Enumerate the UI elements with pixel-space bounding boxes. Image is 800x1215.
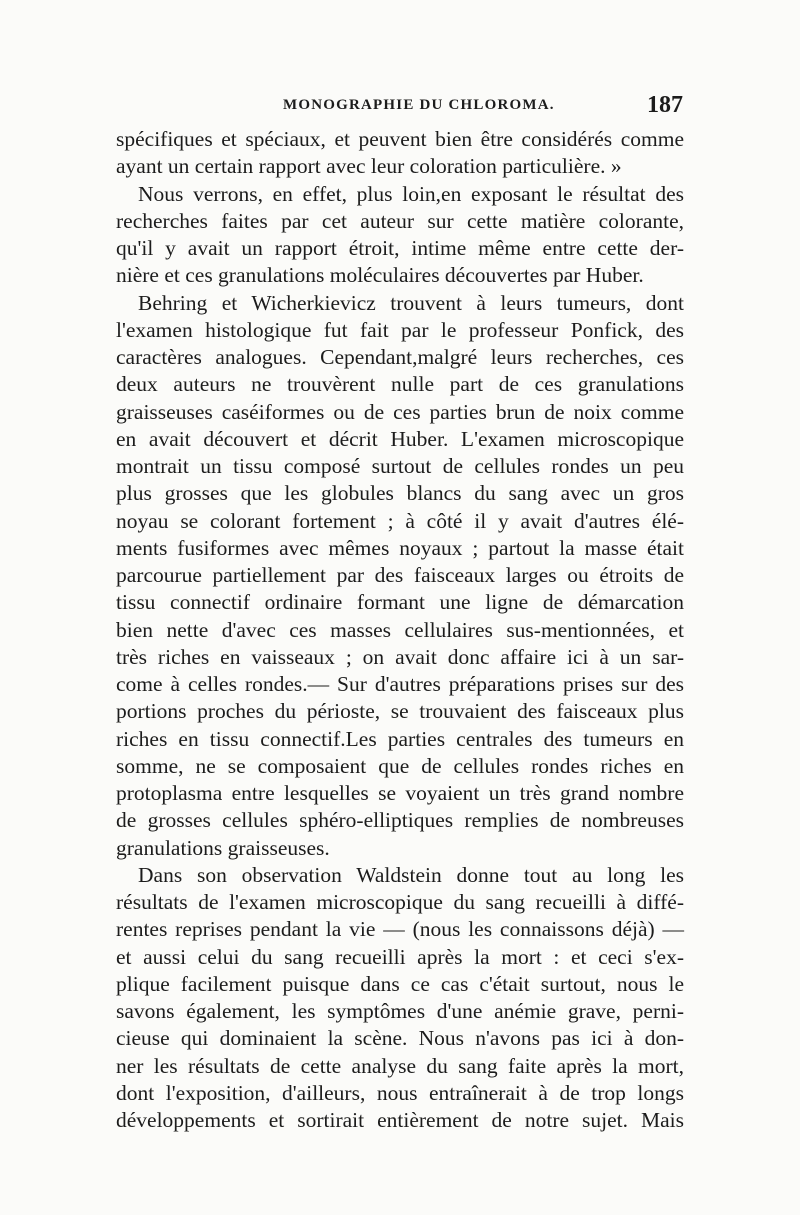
text-line: come à celles rondes.— Sur d'autres préparations prises sur des [116, 672, 684, 696]
text-line: qu'il y avait un rapport étroit, intime même entre cette der- [116, 236, 684, 260]
text-line: granulations graisseuses. [116, 835, 330, 860]
text-line: tissu connectif ordinaire formant une ligne de démarcation [116, 590, 684, 615]
text-line: caractères analogues. Cependant,malgré leurs recherches, ces [116, 345, 684, 369]
text-line: l'examen histologique fut fait par le professeur Ponfick, des [116, 317, 684, 342]
text-line: bien nette d'avec ces masses cellulaires sus-mentionnées, et [116, 617, 684, 642]
text-line: portions proches du périoste, se trouvaient des faisceaux plus [116, 699, 684, 724]
text-line: cieuse qui dominaient la scène. Nous n'avons pas ici à don- [116, 1026, 684, 1051]
text-line: recherches faites par cet auteur sur cette matière colorante, [116, 208, 684, 233]
text-line: Nous verrons, en effet, plus loin,en exposant le résultat des [138, 181, 684, 206]
text-line: Behring et Wicherkievicz trouvent à leurs tumeurs, dont [138, 290, 684, 315]
text-line: résultats de l'examen microscopique du sang recueilli à diffé- [116, 890, 684, 914]
text-line: montrait un tissu composé surtout de cellules rondes un peu [116, 454, 684, 478]
text-line: plique facilement puisque dans ce cas c'était surtout, nous le [116, 971, 684, 996]
text-line: et aussi celui du sang recueilli après la mort : et ceci s'ex- [116, 944, 684, 969]
text-line: riches en tissu connectif.Les parties centrales des tumeurs en [116, 726, 684, 751]
text-line: dont l'exposition, d'ailleurs, nous entraînerait à de trop longs [116, 1080, 684, 1105]
text-line: Dans son observation Waldstein donne tout au long les [138, 862, 684, 887]
text-line: protoplasma entre lesquelles se voyaient un très grand nombre [116, 781, 684, 805]
text-line: plus grosses que les globules blancs du sang avec un gros [116, 481, 684, 506]
body-text [116, 126, 684, 1134]
text-line: graisseuses caséiformes ou de ces parties brun de noix comme [116, 399, 684, 424]
text-line: développements et sortirait entièrement de notre sujet. Mais [116, 1108, 684, 1132]
page-number: 187 [647, 92, 683, 118]
text-line: savons également, les symptômes d'une anémie grave, perni- [116, 999, 684, 1023]
text-line: somme, ne se composaient que de cellules rondes riches en [116, 753, 684, 778]
text-line: spécifiques et spéciaux, et peuvent bien être considérés comme [116, 127, 684, 151]
text-line: parcourue partiellement par des faisceaux larges ou étroits de [116, 563, 684, 587]
text-line: deux auteurs ne trouvèrent nulle part de ces granulations [116, 372, 684, 397]
text-line: ner les résultats de cette analyse du sang faite après la mort, [116, 1053, 684, 1078]
text-line: de grosses cellules sphéro-elliptiques remplies de nombreuses [116, 808, 684, 833]
text-line: ayant un certain rapport avec leur coloration particulière. » [116, 154, 622, 179]
text-line: rentes reprises pendant la vie — (nous les connaissons déjà) — [116, 917, 684, 942]
text-line: très riches en vaisseaux ; on avait donc affaire ici à un sar- [116, 644, 684, 669]
running-title: MONOGRAPHIE DU CHLOROMA. [283, 97, 555, 113]
text-line: nière et ces granulations moléculaires découvertes par Huber. [116, 263, 644, 288]
text-line: noyau se colorant fortement ; à côté il y avait d'autres élé- [116, 508, 684, 533]
page-header [115, 92, 685, 126]
text-line: ments fusiformes avec mêmes noyaux ; partout la masse était [116, 535, 684, 560]
text-line: en avait découvert et décrit Huber. L'examen microscopique [116, 426, 684, 451]
